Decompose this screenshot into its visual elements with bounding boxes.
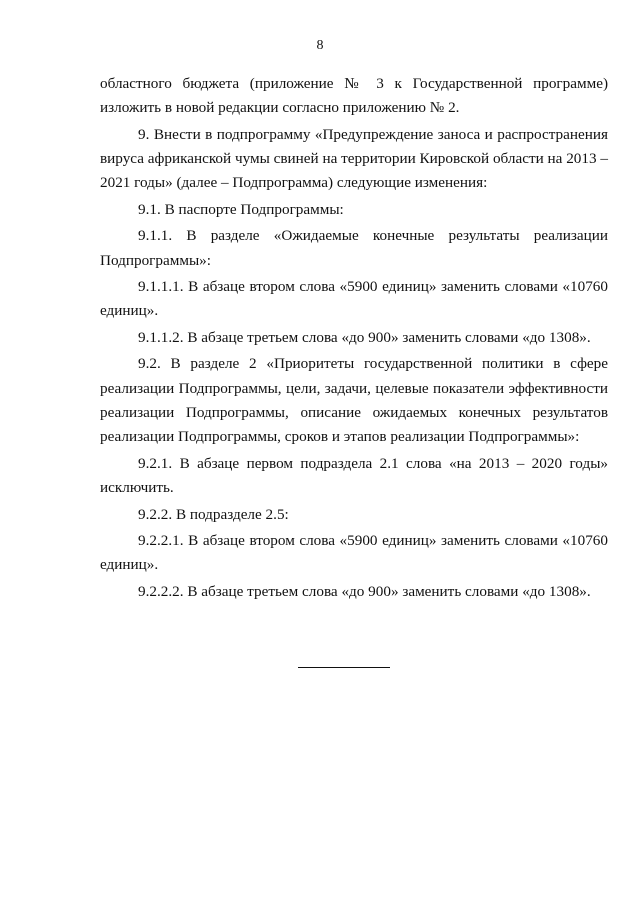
paragraph-item-9-2-1: 9.2.1. В абзаце первом подраздела 2.1 слова «на 2013 – 2020 годы» исключить. <box>100 454 608 497</box>
page-number: 8 <box>316 38 324 53</box>
paragraph-item-9-2-2-2: 9.2.2.2. В абзаце третьем слова «до 900» заменить словами «до 1308». <box>138 582 591 600</box>
paragraph-continuation: областного бюджета (приложение № 3 к Государственной программе) изложить в новой редакции согласно приложению № 2. <box>100 75 608 117</box>
paragraph-item-9-2-2: 9.2.2. В подразделе 2.5: <box>138 505 289 523</box>
paragraph-item-9-1-1-2: 9.1.1.2. В абзаце третьем слова «до 900» заменить словами «до 1308». <box>138 328 591 346</box>
paragraph-item-9: 9. Внести в подпрограмму «Предупреждение заноса и распространения вируса африканской чумы свиней на территории Кировской области на 2013 – 2021 годы» (далее – Подпрограмма) следующие изменения: <box>100 125 608 192</box>
paragraph-item-9-2-2-1: 9.2.2.1. В абзаце втором слова «5900 единиц» заменить словами «10760 единиц». <box>100 532 608 574</box>
paragraph-item-9-1: 9.1. В паспорте Подпрограммы: <box>138 200 344 218</box>
paragraph-item-9-1-1: 9.1.1. В разделе «Ожидаемые конечные результаты реализации Подпрограммы»: <box>100 227 608 269</box>
document-body <box>100 72 608 606</box>
paragraph-item-9-2: 9.2. В разделе 2 «Приоритеты государственной политики в сфере реализации Подпрограммы, цели, задачи, целевые показатели эффективности реализации Подпрограммы, описание ожидаемых конечных результатов реализации Подпрограммы, сроков и этапов реализации Подпрограммы»: <box>100 355 608 446</box>
paragraph-item-9-1-1-1: 9.1.1.1. В абзаце втором слова «5900 единиц» заменить словами «10760 единиц». <box>100 278 608 320</box>
end-separator-line <box>298 667 390 668</box>
